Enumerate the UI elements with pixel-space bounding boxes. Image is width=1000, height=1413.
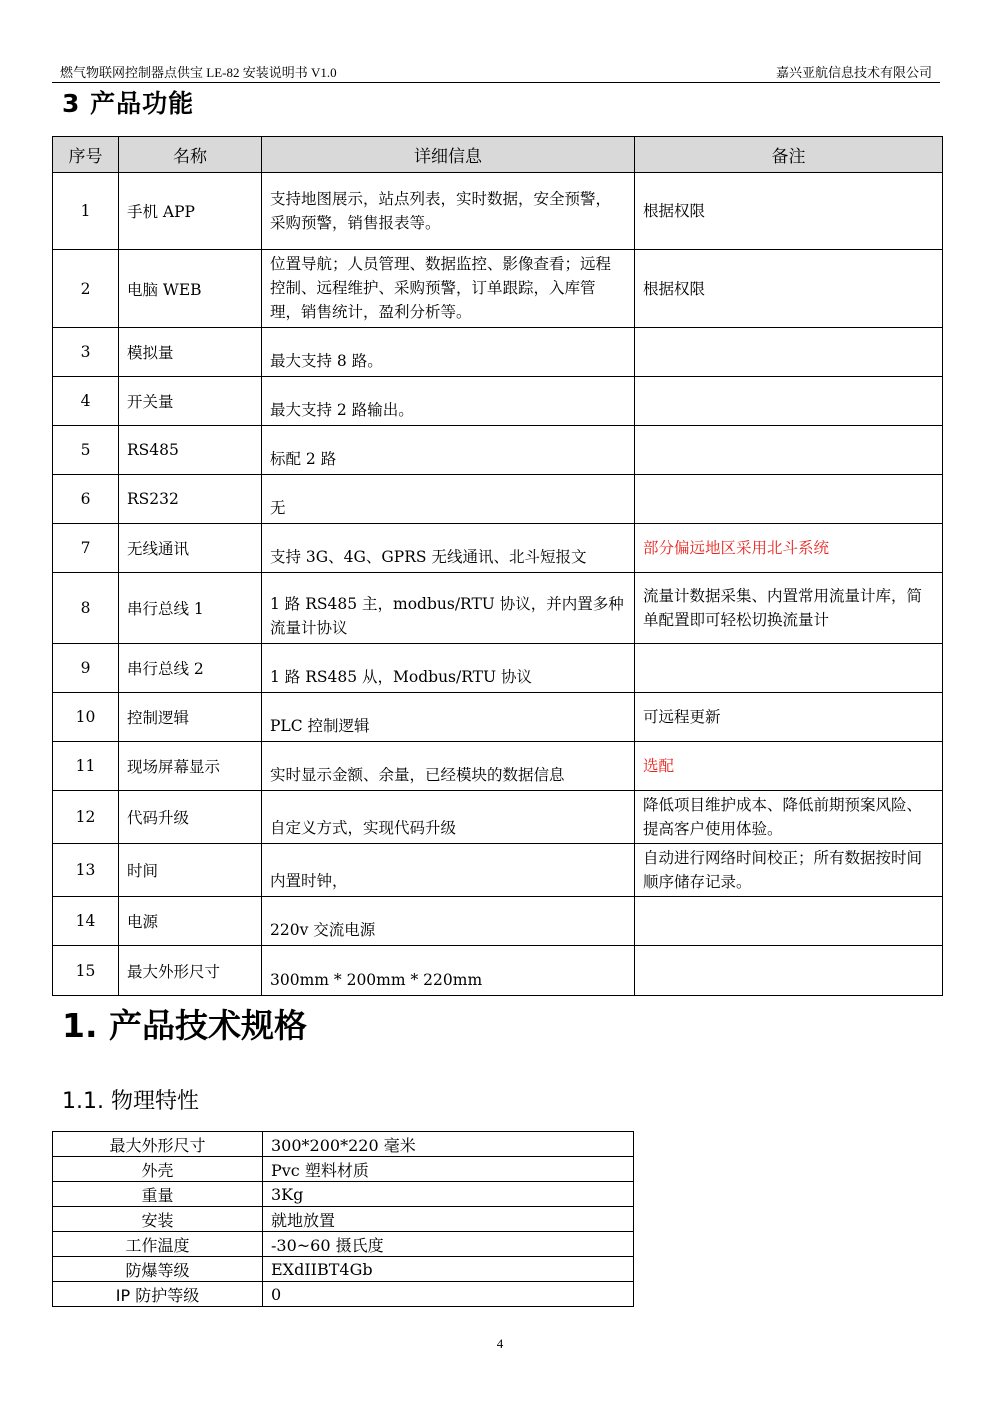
spec-key: 重量: [53, 1182, 263, 1207]
row-note: 根据权限: [635, 250, 943, 328]
row-name: RS485: [119, 426, 262, 475]
row-detail: 220v 交流电源: [262, 897, 635, 946]
table-row: [53, 693, 943, 742]
row-detail: 支持 3G、4G、GPRS 无线通讯、北斗短报文: [262, 524, 635, 573]
row-name: 时间: [119, 844, 262, 897]
spec-row: [53, 1157, 634, 1182]
row-name: 电脑 WEB: [119, 250, 262, 328]
row-detail: 支持地图展示，站点列表，实时数据，安全预警，采购预警，销售报表等。: [262, 173, 635, 250]
table-row: [53, 844, 943, 897]
row-detail: 1 路 RS485 从，Modbus/RTU 协议: [262, 644, 635, 693]
row-no: 5: [53, 426, 119, 475]
spec-row: [53, 1182, 634, 1207]
row-no: 2: [53, 250, 119, 328]
row-name: 模拟量: [119, 328, 262, 377]
spec-row: [53, 1282, 634, 1307]
row-note: [635, 475, 943, 524]
row-note: 选配: [635, 742, 943, 791]
spec-value: 0: [263, 1282, 634, 1307]
row-note: [635, 946, 943, 996]
row-detail: 最大支持 8 路。: [262, 328, 635, 377]
table-row: [53, 791, 943, 844]
table-row: [53, 573, 943, 644]
spec-value: 就地放置: [263, 1207, 634, 1232]
function-table: [52, 136, 943, 996]
row-name: 无线通讯: [119, 524, 262, 573]
row-detail: 最大支持 2 路输出。: [262, 377, 635, 426]
row-name: 手机 APP: [119, 173, 262, 250]
row-note: 自动进行网络时间校正；所有数据按时间顺序储存记录。: [635, 844, 943, 897]
col-header-name: 名称: [119, 137, 262, 173]
row-detail: 标配 2 路: [262, 426, 635, 475]
row-no: 12: [53, 791, 119, 844]
spec-value: 3Kg: [263, 1182, 634, 1207]
heading-physical-properties: 1.1. 物理特性: [62, 1089, 199, 1114]
spec-key: 最大外形尺寸: [53, 1132, 263, 1157]
row-no: 14: [53, 897, 119, 946]
row-detail: 1 路 RS485 主，modbus/RTU 协议，并内置多种流量计协议: [262, 573, 635, 644]
row-no: 11: [53, 742, 119, 791]
col-header-detail: 详细信息: [262, 137, 635, 173]
row-name: 控制逻辑: [119, 693, 262, 742]
row-note: [635, 426, 943, 475]
row-no: 7: [53, 524, 119, 573]
row-note: 流量计数据采集、内置常用流量计库，简单配置即可轻松切换流量计: [635, 573, 943, 644]
spec-row: [53, 1132, 634, 1157]
row-no: 3: [53, 328, 119, 377]
spec-row: [53, 1207, 634, 1232]
table-row: [53, 897, 943, 946]
row-note: [635, 377, 943, 426]
row-no: 10: [53, 693, 119, 742]
row-detail: 内置时钟，: [262, 844, 635, 897]
row-detail: 无: [262, 475, 635, 524]
spec-key: IP 防护等级: [53, 1282, 263, 1307]
spec-table: [52, 1131, 634, 1307]
function-table-header-row: [53, 137, 943, 173]
row-note: 降低项目维护成本、降低前期预案风险、提高客户使用体验。: [635, 791, 943, 844]
row-note: 根据权限: [635, 173, 943, 250]
table-row: [53, 377, 943, 426]
row-name: 串行总线 1: [119, 573, 262, 644]
section-title: 3 产品功能: [62, 89, 195, 118]
table-row: [53, 524, 943, 573]
page-number: 4: [496, 1336, 504, 1351]
row-name: 电源: [119, 897, 262, 946]
table-row: [53, 946, 943, 996]
page-header: [52, 60, 940, 83]
col-header-no: 序号: [53, 137, 119, 173]
row-note: [635, 897, 943, 946]
header-company: 嘉兴亚航信息技术有限公司: [775, 65, 932, 80]
table-row: [53, 475, 943, 524]
spec-value: EXdIIBT4Gb: [263, 1257, 634, 1282]
row-name: 串行总线 2: [119, 644, 262, 693]
row-detail: 实时显示金额、余量，已经模块的数据信息: [262, 742, 635, 791]
table-row: [53, 173, 943, 250]
row-name: 现场屏幕显示: [119, 742, 262, 791]
header-doc-title: 燃气物联网控制器点供宝 LE-82 安装说明书 V1.0: [60, 65, 337, 80]
row-no: 6: [53, 475, 119, 524]
row-note: [635, 644, 943, 693]
spec-value: 300*200*220 毫米: [263, 1132, 634, 1157]
table-row: [53, 328, 943, 377]
row-name: 代码升级: [119, 791, 262, 844]
row-no: 13: [53, 844, 119, 897]
row-name: RS232: [119, 475, 262, 524]
spec-value: -30~60 摄氏度: [263, 1232, 634, 1257]
spec-row: [53, 1232, 634, 1257]
row-note: 可远程更新: [635, 693, 943, 742]
row-name: 开关量: [119, 377, 262, 426]
spec-key: 防爆等级: [53, 1257, 263, 1282]
spec-key: 工作温度: [53, 1232, 263, 1257]
row-name: 最大外形尺寸: [119, 946, 262, 996]
row-detail: PLC 控制逻辑: [262, 693, 635, 742]
spec-key: 安装: [53, 1207, 263, 1232]
table-row: [53, 250, 943, 328]
row-note: 部分偏远地区采用北斗系统: [635, 524, 943, 573]
row-no: 15: [53, 946, 119, 996]
row-detail: 300mm * 200mm * 220mm: [262, 946, 635, 996]
row-detail: 自定义方式，实现代码升级: [262, 791, 635, 844]
row-detail: 位置导航；人员管理、数据监控、影像查看；远程控制、远程维护、采购预警，订单跟踪，入库管理，销售统计，盈利分析等。: [262, 250, 635, 328]
row-note: [635, 328, 943, 377]
row-no: 9: [53, 644, 119, 693]
row-no: 8: [53, 573, 119, 644]
table-row: [53, 644, 943, 693]
table-row: [53, 426, 943, 475]
row-no: 4: [53, 377, 119, 426]
row-no: 1: [53, 173, 119, 250]
col-header-note: 备注: [635, 137, 943, 173]
spec-value: Pvc 塑料材质: [263, 1157, 634, 1182]
heading-product-spec: 1. 产品技术规格: [62, 1006, 307, 1045]
spec-row: [53, 1257, 634, 1282]
table-row: [53, 742, 943, 791]
spec-key: 外壳: [53, 1157, 263, 1182]
